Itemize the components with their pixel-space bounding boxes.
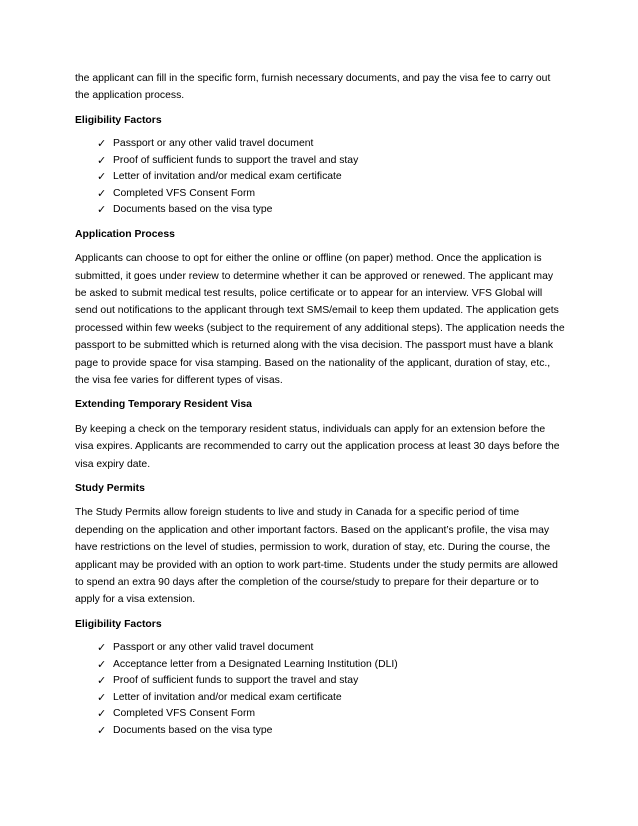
list-item-text: Passport or any other valid travel document bbox=[113, 642, 314, 654]
list-item bbox=[97, 673, 565, 690]
checkmark-icon: ✓ bbox=[97, 657, 107, 671]
checkmark-icon: ✓ bbox=[97, 170, 107, 184]
list-item-text: Letter of invitation and/or medical exam certificate bbox=[113, 171, 342, 183]
list-item-text: Documents based on the visa type bbox=[113, 724, 273, 736]
checkmark-icon: ✓ bbox=[97, 641, 107, 655]
list-item bbox=[97, 706, 565, 723]
list-item-text: Completed VFS Consent Form bbox=[113, 187, 256, 199]
list-item bbox=[97, 202, 565, 219]
list-item bbox=[97, 657, 565, 674]
list-item-text: Passport or any other valid travel document bbox=[113, 138, 314, 150]
list-item-text: Acceptance letter from a Designated Learning Institution (DLI) bbox=[113, 658, 398, 670]
checkmark-icon: ✓ bbox=[97, 723, 107, 737]
list-item-text: Proof of sufficient funds to support the travel and stay bbox=[113, 675, 359, 687]
eligibility-heading-2: Eligibility Factors bbox=[75, 618, 162, 630]
list-item-text: Proof of sufficient funds to support the travel and stay bbox=[113, 154, 359, 166]
list-item bbox=[97, 136, 565, 153]
eligibility-list-1 bbox=[75, 136, 565, 219]
list-item bbox=[97, 153, 565, 170]
checkmark-icon: ✓ bbox=[97, 690, 107, 704]
document-body bbox=[75, 70, 565, 746]
extending-visa-paragraph: By keeping a check on the temporary resident status, individuals can apply for an extension before the visa expires. Applicants are recommended to carry out the application process at least 30 days before the visa expiry date. bbox=[75, 423, 560, 470]
eligibility-heading-1: Eligibility Factors bbox=[75, 114, 162, 126]
intro-paragraph: the applicant can fill in the specific form, furnish necessary documents, and pay the visa fee to carry out the application process. bbox=[75, 73, 551, 102]
list-item bbox=[97, 690, 565, 707]
list-item bbox=[97, 186, 565, 203]
checkmark-icon: ✓ bbox=[97, 137, 107, 151]
application-process-heading: Application Process bbox=[75, 228, 175, 240]
study-permits-paragraph: The Study Permits allow foreign students to live and study in Canada for a specific period of time depending on the application and other important factors. Based on the applicant’s profile, the visa may have restrictions on the level of studies, permission to work, duration of stay, etc. During the course, the applicant may be provided with an option to work part-time. Students under the study permits are allowed to spend an extra 90 days after the completion of the course/study to prepare for their departure or to apply for a visa extension. bbox=[75, 507, 558, 606]
list-item bbox=[97, 169, 565, 186]
checkmark-icon: ✓ bbox=[97, 203, 107, 217]
eligibility-list-2 bbox=[75, 640, 565, 739]
list-item-text: Letter of invitation and/or medical exam certificate bbox=[113, 691, 342, 703]
extending-visa-heading: Extending Temporary Resident Visa bbox=[75, 399, 252, 411]
checkmark-icon: ✓ bbox=[97, 707, 107, 721]
application-process-paragraph: Applicants can choose to opt for either the online or offline (on paper) method. Once the application is submitted, it goes under review to determine whether it can be approved or renewed. The applicant may be asked to submit medical test results, police certificate or to appear for an interview. VFS Global will send out notifications to the applicant through text SMS/email to keep them updated. The application gets processed within few weeks (subject to the requirement of any additional steps). The application needs the passport to be submitted which is returned along with the visa decision. The passport must have a blank page to provide space for visa stamping. Based on the nationality of the applicant, duration of stay, etc., the visa fee varies for different types of visas. bbox=[75, 253, 565, 386]
list-item-text: Completed VFS Consent Form bbox=[113, 708, 256, 720]
checkmark-icon: ✓ bbox=[97, 186, 107, 200]
list-item-text: Documents based on the visa type bbox=[113, 204, 273, 216]
list-item bbox=[97, 640, 565, 657]
list-item bbox=[97, 723, 565, 740]
checkmark-icon: ✓ bbox=[97, 153, 107, 167]
study-permits-heading: Study Permits bbox=[75, 483, 145, 494]
checkmark-icon: ✓ bbox=[97, 674, 107, 688]
